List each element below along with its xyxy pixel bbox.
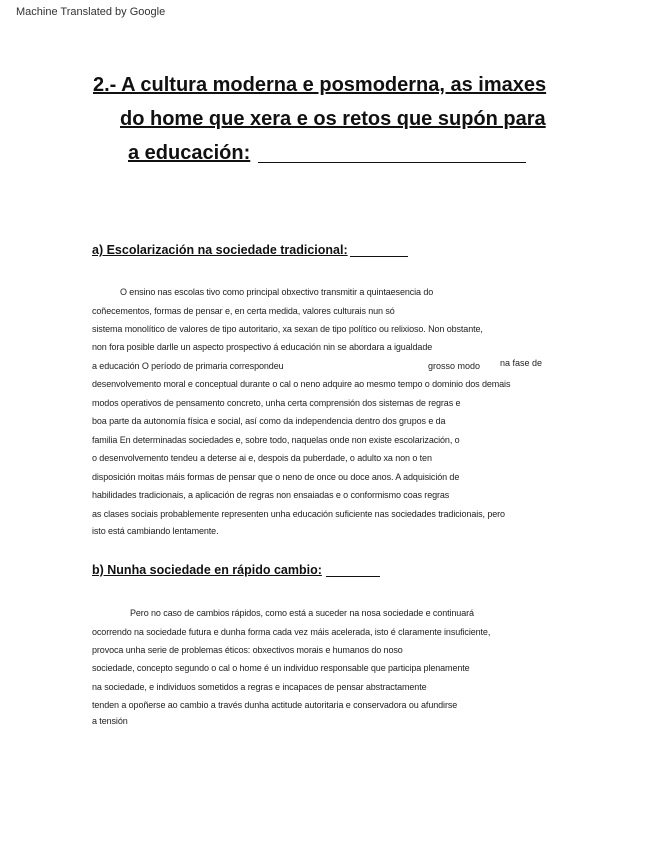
- section-b-line-5: na sociedade, e individuos sometidos a regras e incapaces de pensar abstractamente: [92, 682, 427, 692]
- section-a-line-2: coñecementos, formas de pensar e, en certa medida, valores culturais nun só: [92, 306, 395, 316]
- section-a-inline-fase: na fase de: [500, 358, 543, 368]
- section-a-line-12: habilidades tradicionais, a aplicación de regras non ensaiadas e o conformismo coas regras: [92, 490, 450, 500]
- title-underline-fill: [258, 162, 526, 163]
- section-a-line-9: familia En determinadas sociedades e, sobre todo, naquelas onde non existe escolarización, o: [92, 435, 460, 445]
- section-a-line-4: non fora posible darlle un aspecto prospectivo á educación nin se abordara a igualdade: [92, 342, 433, 352]
- section-b-heading: b) Nunha sociedade en rápido cambio:: [92, 563, 322, 577]
- section-a-line-14: isto está cambiando lentamente.: [92, 526, 219, 536]
- section-b-line-4: sociedade, concepto segundo o cal o home é un individuo responsable que participa plenamente: [92, 663, 470, 673]
- section-a-line-13: as clases sociais probablemente representen unha educación suficiente nas sociedades tradicionais, pero: [92, 509, 505, 519]
- section-a-line-7: modos operativos de pensamento concreto, unha certa comprensión dos sistemas de regras e: [92, 398, 461, 408]
- title-line-2: do home que xera e os retos que supón para: [120, 108, 546, 130]
- machine-translation-watermark: Machine Translated by Google: [16, 6, 166, 18]
- section-a-line-11: disposición moitas máis formas de pensar que o neno de once ou doce anos. A adquisición de: [92, 472, 460, 482]
- title-line-1: 2.- A cultura moderna e posmoderna, as imaxes: [93, 74, 547, 96]
- section-a-line-5: a educación O período de primaria correspondeu: [92, 361, 284, 371]
- section-b-line-6: tenden a opoñerse ao cambio a través dunha actitude autoritaria e conservadora ou afundirse: [92, 700, 458, 710]
- section-b-line-3: provoca unha serie de problemas éticos: obxectivos morais e humanos do noso: [92, 645, 403, 655]
- section-b-heading-fill: [326, 576, 380, 577]
- section-a-heading-fill: [350, 256, 408, 257]
- title-line-3: a educación:: [128, 142, 251, 164]
- section-a-line-1: O ensino nas escolas tivo como principal obxectivo transmitir a quintaesencia do: [120, 287, 434, 297]
- section-b-line-2: ocorrendo na sociedade futura e dunha forma cada vez máis acelerada, isto é claramente insuficiente,: [92, 627, 491, 637]
- section-a-line-6: desenvolvemento moral e conceptual durante o cal o neno adquire ao mesmo tempo o dominio dos demais: [92, 379, 511, 389]
- section-b-line-1: Pero no caso de cambios rápidos, como está a suceder na nosa sociedade e continuará: [130, 608, 474, 618]
- section-a-line-10: o desenvolvemento tendeu a deterse ai e, despois da puberdade, o adulto xa non o ten: [92, 453, 432, 463]
- section-a-line-8: boa parte da autonomía física e social, así como da independencia dentro dos grupos e da: [92, 416, 446, 426]
- section-b-line-7: a tensión: [92, 716, 128, 726]
- section-a-heading: a) Escolarización na sociedade tradicional:: [92, 243, 348, 257]
- section-a-line-3: sistema monolítico de valores de tipo autoritario, xa sexan de tipo político ou relixioso. Non obstante,: [92, 324, 483, 334]
- section-a-inline-grosso-modo: grosso modo: [428, 361, 481, 371]
